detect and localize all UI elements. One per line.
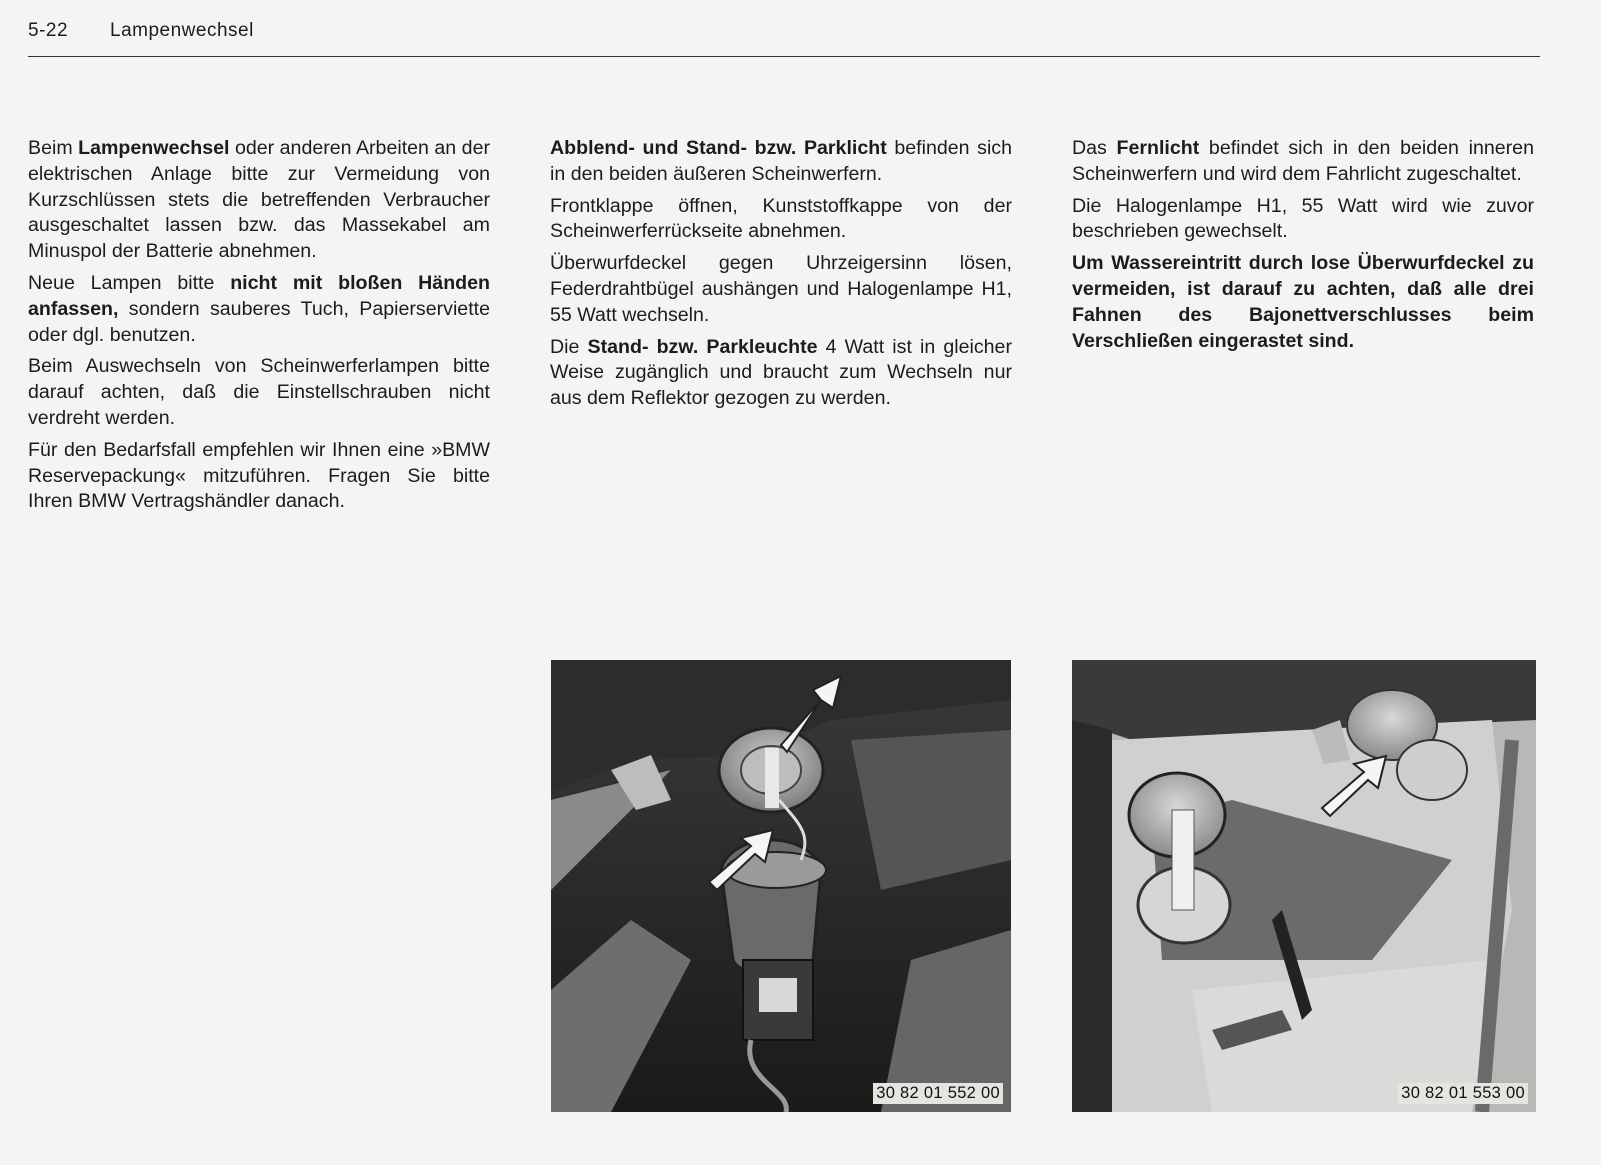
text-column-left <box>28 136 490 521</box>
bold-warning: Um Wassereintritt durch lose Überwurfdeckel zu vermeiden, ist darauf zu achten, daß alle drei Fahnen des Bajonettverschlusses beim Verschließen eingerastet sind. <box>1072 252 1534 352</box>
bold-term: Lampenwechsel <box>78 137 230 159</box>
text-run: befindet sich in den beiden inneren Scheinwerfern und wird dem Fahrlicht zugeschaltet. <box>1072 137 1534 185</box>
bold-term: nicht mit bloßen Händen anfassen, <box>28 271 491 320</box>
bold-term: Fernlicht <box>1116 137 1200 159</box>
text-run: sondern sauberes Tuch, Papierserviette oder dgl. benutzen. <box>28 297 490 346</box>
text-run: Neue Lampen bitte <box>28 271 231 294</box>
figure-reference-code: 30 82 01 552 00 <box>873 1083 1003 1104</box>
photo-illustration <box>551 660 1011 1112</box>
paragraph <box>550 335 1012 412</box>
paragraph <box>550 136 1012 188</box>
text-run: 4 Watt ist in gleicher Weise zugänglich und braucht zum Wechseln nur aus dem Reflektor gezogen zu werden. <box>550 335 1012 410</box>
paragraph <box>28 136 490 265</box>
text-column-middle <box>550 136 1012 418</box>
text-run: Die <box>550 335 588 358</box>
paragraph: Frontklappe öffnen, Kunststoffkappe von der Scheinwerferrückseite abnehmen. <box>550 194 1012 243</box>
bold-term: Stand- bzw. Parkleuchte <box>587 335 818 358</box>
text-run: befinden sich in den beiden äußeren Scheinwerfern. <box>550 137 1012 185</box>
headlight-photo-1 <box>551 660 1011 1112</box>
figure-reference-code: 30 82 01 553 00 <box>1398 1083 1528 1104</box>
paragraph: Die Halogenlampe H1, 55 Watt wird wie zuvor beschrieben gewechselt. <box>1072 194 1534 243</box>
paragraph <box>1072 136 1534 188</box>
paragraph <box>28 271 490 348</box>
page-number: 5-22 <box>28 20 69 41</box>
photo-illustration <box>1072 660 1536 1112</box>
text-column-right <box>1072 136 1534 360</box>
page-header <box>28 20 1540 57</box>
text-run: Beim <box>28 137 79 159</box>
paragraph <box>1072 251 1534 354</box>
paragraph: Überwurfdeckel gegen Uhrzeigersinn lösen, Federdrahtbügel aushängen und Halogenlampe H1, 55 Watt wechseln. <box>550 252 1012 326</box>
bold-term: Abblend- und Stand- bzw. Parklicht <box>550 137 887 159</box>
paragraph: Beim Auswechseln von Scheinwerferlampen bitte darauf achten, daß die Einstellschrauben nicht verdreht werden. <box>28 355 490 429</box>
text-run: oder anderen Arbeiten an der elektrischen Anlage bitte zur Vermeidung von Kurzschlüssen stets die betreffenden Verbraucher ausgeschaltet lassen bzw. das Massekabel am Minuspol der Batterie abnehmen. <box>28 137 490 263</box>
headlight-photo-2 <box>1072 660 1536 1112</box>
page-title: Lampenwechsel <box>110 20 254 41</box>
paragraph: Für den Bedarfsfall empfehlen wir Ihnen eine »BMW Reservepackung« mitzuführen. Fragen Sie bitte Ihren BMW Vertragshändler danach. <box>28 438 490 513</box>
text-run: Das <box>1072 137 1117 159</box>
